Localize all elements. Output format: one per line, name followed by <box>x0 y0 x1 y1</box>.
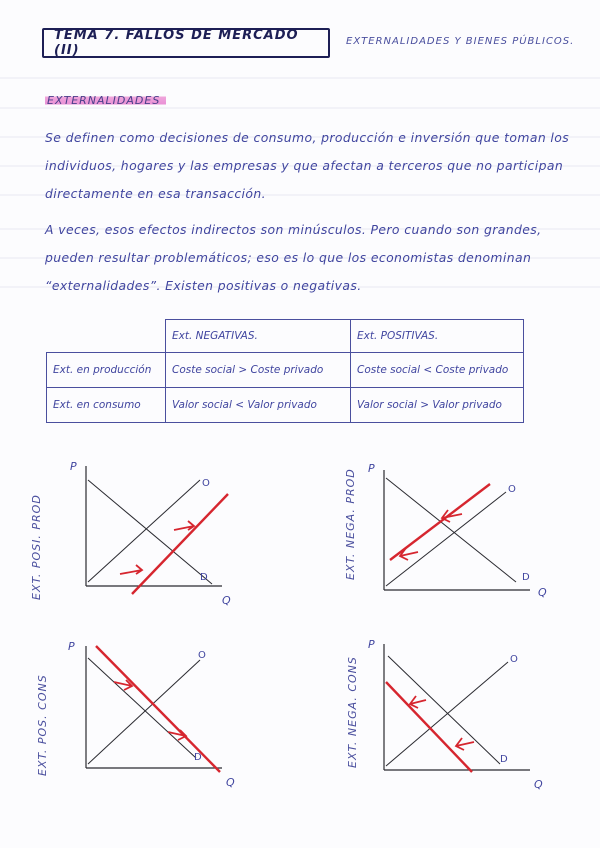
graph-label: EXT. NEGA. PROD <box>344 468 357 580</box>
shifted-supply-curve <box>132 494 228 594</box>
demand-curve <box>388 656 500 764</box>
demand-label: D <box>194 752 202 763</box>
graph-label: EXT. NEGA. CONS <box>346 656 359 768</box>
arrow-right <box>174 521 194 530</box>
demand-label: D <box>500 754 508 765</box>
paragraph-effects: A veces, esos efectos indirectos son minúsculos. Pero cuando son grandes, pueden resultar problemáticos; eso es lo que los economistas denominan “externalidades”. Existen positivas o negativas. <box>45 222 542 293</box>
section-heading: EXTERNALIDADES <box>45 94 166 107</box>
graph-negative-consumption <box>360 628 560 798</box>
table-row <box>47 353 524 388</box>
axis-y-label: P <box>70 460 77 473</box>
paragraph-definition: Se definen como decisiones de consumo, producción e inversión que toman los individuos, hogares y las empresas y que afectan a terceros que no participan directamente en esa transacción. <box>45 130 570 201</box>
table-cell: Valor social > Valor privado <box>351 388 524 423</box>
table-header-cell: Ext. NEGATIVAS. <box>166 320 351 353</box>
graph-positive-production <box>62 452 242 612</box>
axis-x-label: Q <box>226 776 235 789</box>
demand-label: D <box>522 572 530 583</box>
table-row-label: Ext. en consumo <box>47 388 166 423</box>
table-header-cell: Ext. POSITIVAS. <box>351 320 524 353</box>
table-cell: Coste social < Coste privado <box>351 353 524 388</box>
arrow-left <box>456 738 474 750</box>
graph-label: EXT. POSI. PROD <box>30 494 43 600</box>
demand-label: D <box>200 572 208 583</box>
table-header-row <box>47 320 524 353</box>
axis-x-label: Q <box>538 586 547 599</box>
supply-label: O <box>508 484 516 495</box>
graph-negative-production <box>360 452 560 612</box>
supply-curve <box>386 662 508 766</box>
demand-curve <box>88 480 212 584</box>
supply-curve <box>88 480 200 582</box>
supply-label: O <box>202 478 210 489</box>
table-row <box>47 388 524 423</box>
axis-y-label: P <box>68 640 75 653</box>
graph-positive-consumption <box>62 632 252 792</box>
demand-curve <box>88 658 196 758</box>
table-corner <box>47 320 166 353</box>
axis-y-label: P <box>368 638 375 651</box>
page-title: TEMA 7. FALLOS DE MERCADO (II) <box>42 28 330 58</box>
graph-label: EXT. POS. CONS <box>36 674 49 776</box>
supply-label: O <box>198 650 206 661</box>
supply-curve <box>386 492 506 586</box>
axis-x-label: Q <box>534 778 543 791</box>
supply-curve <box>88 660 200 764</box>
axis-y-label: P <box>368 462 375 475</box>
table-cell: Valor social < Valor privado <box>166 388 351 423</box>
table-row-label: Ext. en producción <box>47 353 166 388</box>
axis-x-label: Q <box>222 594 231 607</box>
table-cell: Coste social > Coste privado <box>166 353 351 388</box>
page-subtitle: EXTERNALIDADES Y BIENES PÚBLICOS. <box>346 36 575 47</box>
externalities-table <box>46 319 524 423</box>
supply-label: O <box>510 654 518 665</box>
demand-curve <box>386 478 516 582</box>
arrow-right <box>120 565 142 574</box>
arrow-left <box>410 696 426 708</box>
